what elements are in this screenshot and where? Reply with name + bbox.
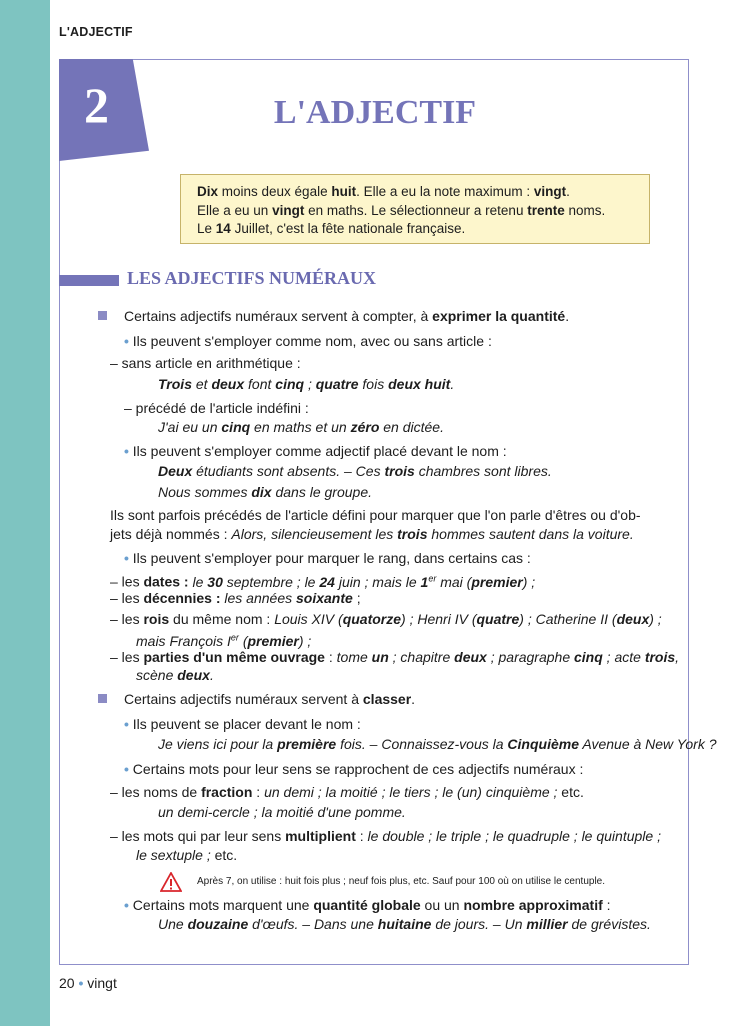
- section-bar: [59, 275, 119, 286]
- bullet-icon: •: [124, 333, 129, 349]
- list-item: – les parties d'un même ouvrage : tome un ; chapitre deux ; paragraphe cinq ; acte trois,: [110, 649, 680, 665]
- side-band: [0, 0, 50, 1026]
- bullet-item-1: • Ils peuvent s'employer comme nom, avec ou sans article :: [124, 333, 492, 349]
- page-number: 20: [59, 975, 75, 991]
- section-title: LES ADJECTIFS NUMÉRAUX: [127, 268, 377, 288]
- bullet-item-2: • Ils peuvent s'employer comme adjectif placé devant le nom :: [124, 443, 507, 459]
- bullet-icon: •: [124, 550, 129, 566]
- paragraph-2: Ils sont parfois précédés de l'article défini pour marquer que l'on parle d'êtres ou d'ob-: [110, 507, 641, 523]
- paragraph-3: Certains adjectifs numéraux servent à classer.: [124, 691, 416, 707]
- bullet-item-4: • Ils peuvent se placer devant le nom :: [124, 716, 361, 732]
- list-item: scène deux.: [136, 667, 214, 683]
- chapter-title-text: L'ADJECTIF: [273, 94, 477, 131]
- list-item: – les mots qui par leur sens multiplient : le double ; le triple ; le quadruple ; le quintuple ;: [110, 828, 661, 844]
- chapter-number: 2: [84, 77, 109, 133]
- chapter-title: [0, 94, 750, 132]
- example-line: Deux étudiants sont absents. – Ces trois chambres sont libres.: [158, 463, 552, 479]
- bullet-icon: •: [124, 443, 129, 459]
- example-line: Trois et deux font cinq ; quatre fois deux huit.: [158, 376, 455, 392]
- list-item: – les dates : le 30 septembre ; le 24 juin ; mais le 1er mai (premier) ;: [110, 573, 536, 590]
- examples-box: [180, 174, 650, 244]
- example-line: Je viens ici pour la première fois. – Connaissez-vous la Cinquième Avenue à New York ?: [158, 736, 717, 752]
- bullet-item-5: • Certains mots pour leur sens se rapprochent de ces adjectifs numéraux :: [124, 761, 584, 777]
- list-item: – les décennies : les années soixante ;: [110, 590, 361, 606]
- example-line-3: Le 14 Juillet, c'est la fête nationale française.: [197, 221, 466, 236]
- example-line: Une douzaine d'œufs. – Dans une huitaine de jours. – Un millier de grévistes.: [158, 916, 651, 932]
- bullet-icon: •: [124, 716, 129, 732]
- list-item: – les noms de fraction : un demi ; la moitié ; le tiers ; le (un) cinquième ; etc.: [110, 784, 584, 800]
- running-header: L'ADJECTIF: [59, 25, 133, 39]
- square-bullet-icon: [98, 694, 107, 703]
- list-item: mais François Ier (premier) ;: [136, 632, 312, 649]
- page-number-word: vingt: [87, 975, 117, 991]
- list-item: le sextuple ; etc.: [136, 847, 238, 863]
- list-item: – précédé de l'article indéfini :: [124, 400, 309, 416]
- paragraph-1: Certains adjectifs numéraux servent à compter, à exprimer la quantité.: [124, 308, 570, 324]
- footer-bullet-icon: •: [78, 975, 84, 991]
- paragraph-2b: jets déjà nommés : Alors, silencieusement les trois hommes sautent dans la voiture.: [110, 526, 634, 542]
- example-line-2: Elle a eu un vingt en maths. Le sélectionneur a retenu trente noms.: [197, 202, 606, 218]
- bullet-item-3: • Ils peuvent s'employer pour marquer le rang, dans certains cas :: [124, 550, 531, 566]
- bullet-icon: •: [124, 761, 129, 777]
- list-item: – les rois du même nom : Louis XIV (quatorze) ; Henri IV (quatre) ; Catherine II (deux) ;: [110, 611, 662, 627]
- example-line-1: Dix moins deux égale huit. Elle a eu la note maximum : vingt.: [197, 184, 570, 199]
- square-bullet-icon: [98, 311, 107, 320]
- list-item: – sans article en arithmétique :: [110, 355, 301, 371]
- example-line: Nous sommes dix dans le groupe.: [158, 484, 372, 500]
- warning-triangle-icon: [160, 872, 182, 892]
- bullet-icon: •: [124, 897, 129, 913]
- example-line: J'ai eu un cinq en maths et un zéro en dictée.: [158, 419, 444, 435]
- warning-note: Après 7, on utilise : huit fois plus ; neuf fois plus, etc. Sauf pour 100 où on utilise le centuple.: [197, 876, 606, 887]
- bullet-item-6: • Certains mots marquent une quantité globale ou un nombre approximatif :: [124, 897, 611, 913]
- page-footer: [59, 975, 117, 991]
- example-line: un demi-cercle ; la moitié d'une pomme.: [158, 804, 406, 820]
